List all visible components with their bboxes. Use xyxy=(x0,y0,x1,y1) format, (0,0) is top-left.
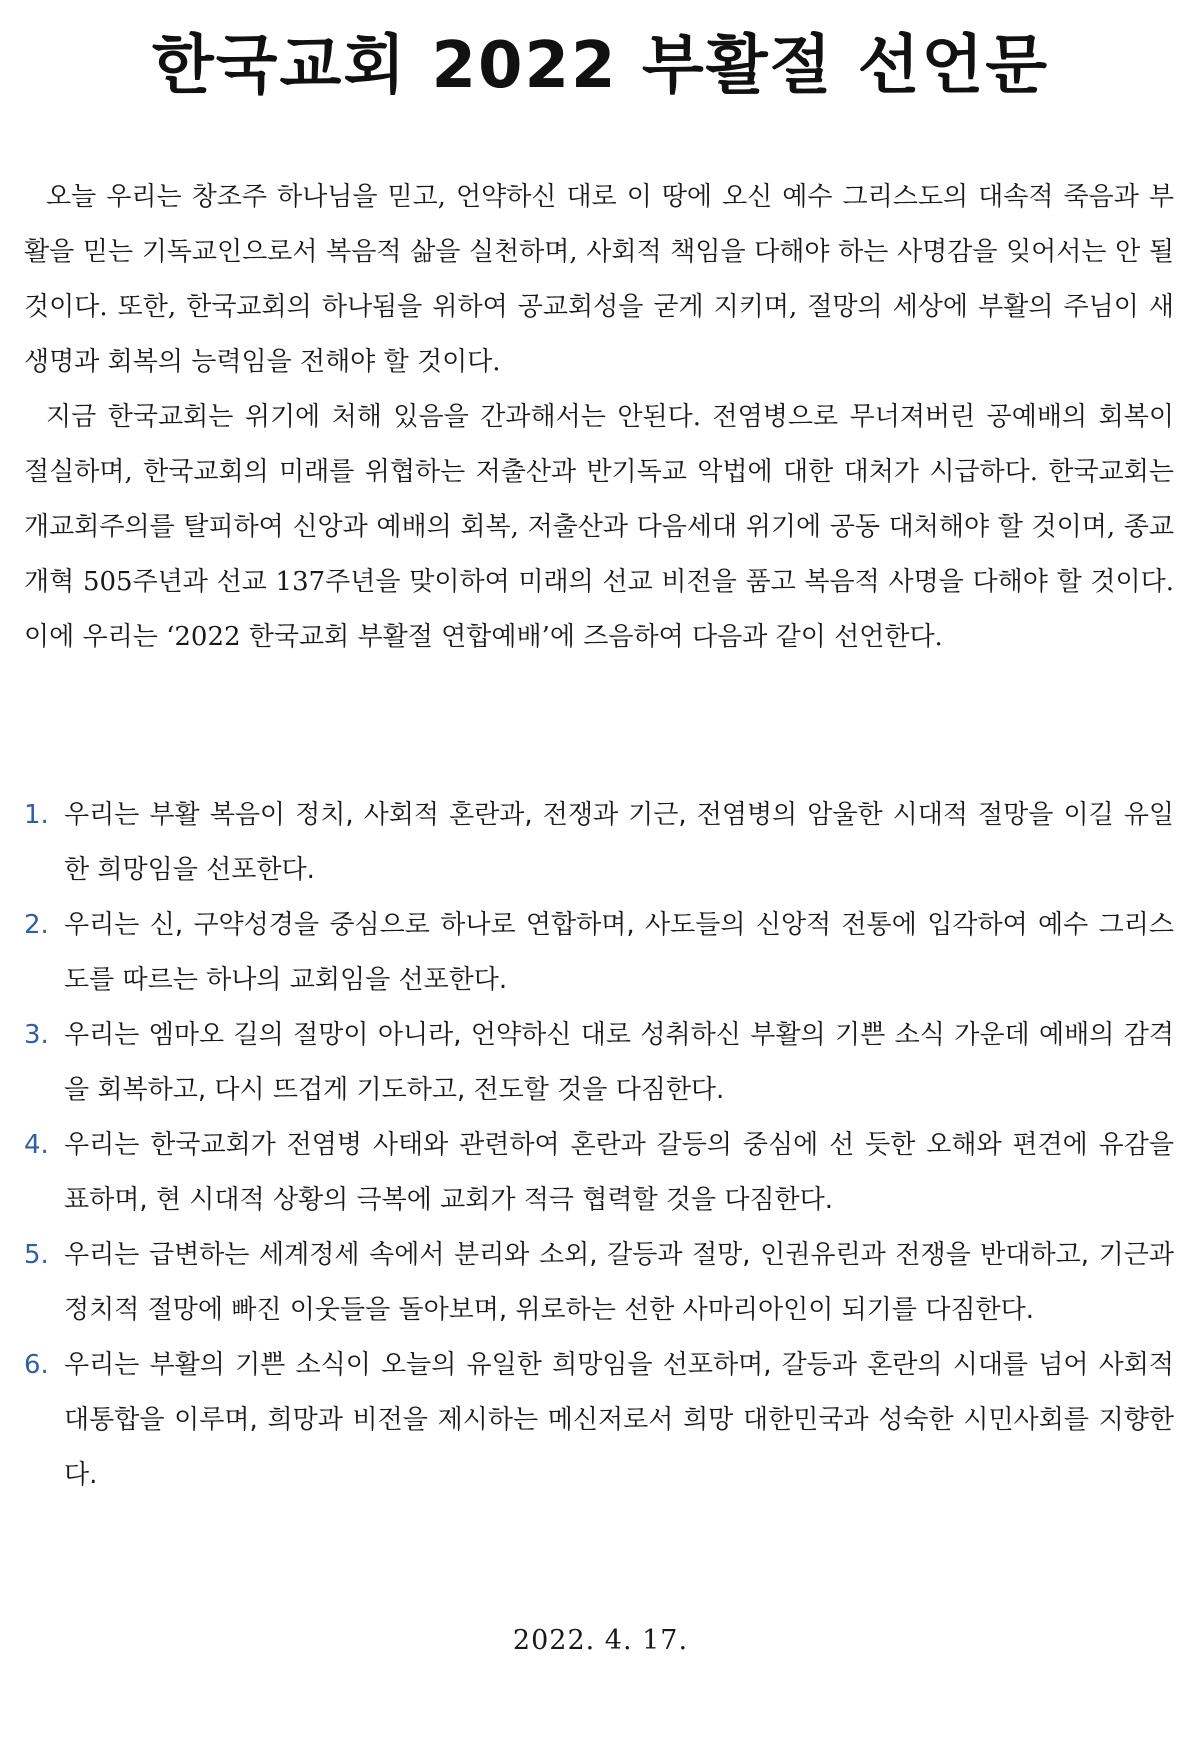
pledge-text: 우리는 신, 구약성경을 중심으로 하나로 연합하며, 사도들의 신앙적 전통에 입각하여 예수 그리스도를 따르는 하나의 교회임을 선포한다. xyxy=(64,910,1174,995)
pledge-text: 우리는 엠마오 길의 절망이 아니라, 언약하신 대로 성취하신 부활의 기쁜 소식 가운데 예배의 감격을 회복하고, 다시 뜨겁게 기도하고, 전도할 것을 다짐한다. xyxy=(64,1020,1174,1105)
pledge-list xyxy=(24,788,1174,1503)
pledge-number: 1. xyxy=(24,800,49,830)
pledge-item xyxy=(24,1118,1174,1228)
document-date: 2022. 4. 17. xyxy=(512,1625,689,1656)
pledge-item xyxy=(24,1338,1174,1503)
document-title: 한국교회 2022 부활절 선언문 xyxy=(151,29,1050,103)
pledge-number: 6. xyxy=(24,1350,49,1380)
pledge-item xyxy=(24,1008,1174,1118)
pledge-text: 우리는 한국교회가 전염병 사태와 관련하여 혼란과 갈등의 중심에 선 듯한 오해와 편견에 유감을 표하며, 현 시대적 상황의 극복에 교회가 적극 협력할 것을 다짐한다. xyxy=(64,1130,1174,1215)
intro-paragraph: 오늘 우리는 창조주 하나님을 믿고, 언약하신 대로 이 땅에 오신 예수 그리스도의 대속적 죽음과 부활을 믿는 기독교인으로서 복음적 삶을 실천하며, 사회적 책임을 다해야 하는 사명감을 잊어서는 안 될 것이다. 또한, 한국교회의 하나됨을 위하여 공교회성을 굳게 지키며, 절망의 세상에 부활의 주님이 새 생명과 회복의 능력임을 전해야 할 것이다. xyxy=(24,182,1174,377)
pledge-text: 우리는 부활의 기쁜 소식이 오늘의 유일한 희망임을 선포하며, 갈등과 혼란의 시대를 넘어 사회적 대통합을 이루며, 희망과 비전을 제시하는 메신저로서 희망 대한민국과 성숙한 시민사회를 지향한다. xyxy=(64,1350,1174,1490)
pledge-text: 우리는 부활 복음이 정치, 사회적 혼란과, 전쟁과 기근, 전염병의 암울한 시대적 절망을 이길 유일한 희망임을 선포한다. xyxy=(64,800,1174,885)
pledge-item xyxy=(24,788,1174,898)
pledge-item xyxy=(24,1228,1174,1338)
intro-paragraph: 지금 한국교회는 위기에 처해 있음을 간과해서는 안된다. 전염병으로 무너져버린 공예배의 회복이 절실하며, 한국교회의 미래를 위협하는 저출산과 반기독교 악법에 대한 대처가 시급하다. 한국교회는 개교회주의를 탈피하여 신앙과 예배의 회복, 저출산과 다음세대 위기에 공동 대처해야 할 것이며, 종교개혁 505주년과 선교 137주년을 맞이하여 미래의 선교 비전을 품고 복음적 사명을 다해야 할 것이다. 이에 우리는 ‘2022 한국교회 부활절 연합예배’에 즈음하여 다음과 같이 선언한다. xyxy=(24,402,1175,652)
pledge-item xyxy=(24,898,1174,1008)
pledge-number: 2. xyxy=(24,910,49,940)
intro-section xyxy=(24,170,1174,665)
pledge-text: 우리는 급변하는 세계정세 속에서 분리와 소외, 갈등과 절망, 인권유린과 전쟁을 반대하고, 기근과 정치적 절망에 빠진 이웃들을 돌아보며, 위로하는 선한 사마리아인이 되기를 다짐한다. xyxy=(64,1240,1174,1325)
pledge-number: 5. xyxy=(24,1240,49,1270)
pledge-number: 4. xyxy=(24,1130,49,1160)
pledge-number: 3. xyxy=(24,1020,49,1050)
